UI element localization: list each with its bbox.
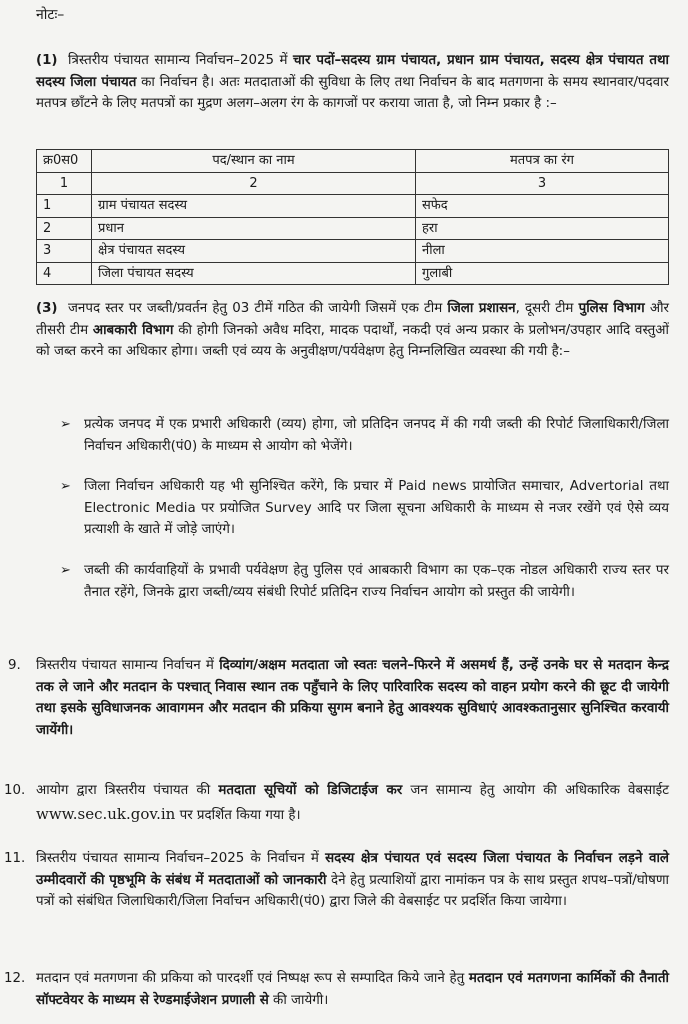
section-1-number: (1) [36, 53, 58, 68]
section-1-text-b: का निर्वाचन है। अतः मतदाताओं की सुविधा के लिए तथा निर्वाचन के बाद मतगणना के समय स्थानवार/पदवार मतपत्र छाँटने के लिए मतपत्रों का मुद्रण अलग–अलग रंग के कागजों पर कराया जाता है, जो निम्न प्रकार है :– [36, 74, 670, 112]
table-row [37, 262, 669, 285]
item-12-paragraph [36, 968, 669, 1011]
table-cell-serial: 4 [37, 262, 92, 285]
table-cell-serial: 2 [37, 217, 92, 240]
table-cell-post: ग्राम पंचायत सदस्य [92, 195, 416, 218]
item-12-bold: मतदान एवं मतगणना कार्मिकों की तैनाती सॉफ्टवेयर के माध्यम से रेण्डमाईजेशन प्रणाली से [36, 971, 669, 1008]
table-row [37, 240, 669, 263]
bullet-item-3: जब्ती की कार्यवाहियों के प्रभावी पर्यवेक्षण हेतु पुलिस एवं आबकारी विभाग का एक–एक नोडल अधिकारी राज्य स्तर पर तैनात रहेंगे, जिनके द्वारा जब्ती/व्यय संबंधी रिपोर्ट प्रतिदिन राज्य निर्वाचन आयोग को प्रस्तुत की जायेगी। [84, 563, 669, 600]
section-3-text-3: और तीसरी टीम [36, 301, 670, 338]
item-11-text-1: त्रिस्तरीय पंचायत सामान्य निर्वाचन–2025 के निर्वाचन में [36, 851, 326, 866]
table-colnum-3: 3 [416, 172, 669, 195]
table-cell-color: हरा [416, 217, 669, 240]
section-3-number: (3) [36, 301, 58, 316]
item-12-text-1: मतदान एवं मतगणना की प्रकिया को पारदर्शी एवं निष्पक्ष रूप से सम्पादित किये जाने हेतु [36, 971, 469, 986]
item-9-number: 9. [8, 658, 21, 673]
arrow-bullet-icon: ➢ [60, 417, 71, 432]
arrow-bullet-icon: ➢ [60, 479, 71, 494]
table-cell-color: सफेद [416, 195, 669, 218]
item-11-paragraph [36, 848, 669, 913]
table-colnum-row [37, 172, 669, 195]
table-cell-post: प्रधान [92, 217, 416, 240]
section-1-paragraph [36, 50, 669, 115]
item-11-text-2: देने हेतु प्रत्याशियों द्वारा नामांकन पत्र के साथ प्रस्तुत शपथ–पत्रों/घोषणा पत्रों को संबंधित जिलाधिकारी/जिला निर्वाचन अधिकारी(पं0) द्वारा जिले की वेबसाईट पर प्रदर्शित किया जायेगा। [36, 872, 669, 910]
item-11-number: 11. [4, 851, 26, 866]
ballot-color-table [36, 149, 669, 285]
item-10-text-2: जन सामान्य हेतु आयोग की अधिकारिक वेबसाईट [402, 783, 669, 798]
item-10-bold: मतदाता सूचियों को डिजिटाईज कर [218, 783, 403, 798]
table-header-row [37, 150, 669, 173]
item-9-text: त्रिस्तरीय पंचायत सामान्य निर्वाचन में [36, 658, 220, 673]
item-10-text-3: पर प्रदर्शित किया गया है। [175, 807, 301, 823]
website-url: www.sec.uk.gov.in [36, 804, 176, 823]
section-1-bold: चार पदों–सदस्य ग्राम पंचायत, प्रधान ग्राम पंचायत, सदस्य क्षेत्र पंचायत तथा सदस्य जिला पंचायत [36, 53, 669, 90]
table-row [37, 217, 669, 240]
section-3-paragraph [36, 298, 669, 363]
table-cell-color: नीला [416, 240, 669, 263]
table-header-post: पद/स्थान का नाम [92, 150, 416, 173]
bullet-item-2: जिला निर्वाचन अधिकारी यह भी सुनिश्चित करेंगे, कि प्रचार में Paid news प्रायोजित समाचार, Advertorial तथा Electronic Media पर प्रयोजित Survey आदि पर जिला सूचना अधिकारी के माध्यम से नजर रखेंगे एवं ऐसे व्यय प्रत्याशी के खाते में जोड़े जाएंगे। [84, 479, 669, 538]
table-cell-serial: 1 [37, 195, 92, 218]
bullet-item-1: प्रत्येक जनपद में एक प्रभारी अधिकारी (व्यय) होगा, जो प्रतिदिन जनपद में की गयी जब्ती की रिपोर्ट जिलाधिकारी/जिला निर्वाचन अधिकारी(पं0) के माध्यम से आयोग को भेजेंगे। [84, 417, 669, 454]
item-11-bold: सदस्य क्षेत्र पंचायत एवं सदस्य जिला पंचायत के निर्वाचन लड़ने वाले उम्मीदवारों की पृष्ठभूमि के संबंध में मतदाताओं को जानकारी [36, 851, 669, 888]
table-header-serial: क्र0स0 [37, 150, 92, 173]
section-1-text-a: त्रिस्तरीय पंचायत सामान्य निर्वाचन–2025 में [68, 53, 294, 68]
section-3-text-1: जनपद स्तर पर जब्ती/प्रवर्तन हेतु 03 टीमें गठित की जायेगी जिसमें एक टीम [68, 301, 448, 316]
table-row [37, 195, 669, 218]
table-cell-serial: 3 [37, 240, 92, 263]
item-10-text-1: आयोग द्वारा त्रिस्तरीय पंचायत की [36, 783, 219, 798]
note-heading: नोटः– [36, 7, 65, 23]
item-10-number: 10. [4, 783, 26, 798]
table-colnum-1: 1 [37, 172, 92, 195]
section-3-text-4: की होगी जिनको अवैध मदिरा, मादक पदार्थों, नकदी एवं अन्य प्रकार के प्रलोभन/उपहार आदि वस्तुओं को जब्त करने का अधिकार होगा। जब्ती एवं व्यय के अनुवीक्षण/पर्यवेक्षण हेतु निम्नलिखित व्यवस्था की गयी है:– [36, 322, 669, 360]
table-cell-post: जिला पंचायत सदस्य [92, 262, 416, 285]
item-12-number: 12. [4, 971, 26, 986]
item-9-bold: दिव्यांग/अक्षम मतदाता जो स्वतः चलने–फिरने में असमर्थ हैं, उन्हें उनके घर से मतदान केन्द्र तक ले जाने और मतदान के पश्चात् निवास स्थान तक पहुँचाने के लिए पारिवारिक सदस्य को वाहन प्रयोग करने की छूट दी जायेगी तथा इसके सुविधाजनक आवागमन और मतदान की प्रकिया सुगम बनाने हेतु आवश्यक सुविधाएं आवश्कतानुसार सुनिश्चित करवायी जायेंगी। [36, 658, 669, 739]
table-header-color: मतपत्र का रंग [416, 150, 669, 173]
section-3-text-2: , दूसरी टीम [515, 301, 579, 316]
arrow-bullet-icon: ➢ [60, 563, 71, 578]
table-colnum-2: 2 [92, 172, 416, 195]
section-3-bold-excise: आबकारी विभाग [92, 322, 174, 338]
item-12-text-2: की जायेगी। [268, 992, 329, 1008]
table-cell-color: गुलाबी [416, 262, 669, 285]
item-10-paragraph [36, 780, 669, 826]
section-3-bold-district-admin: जिला प्रशासन [447, 301, 516, 316]
item-9-paragraph [36, 655, 669, 742]
section-3-bold-police: पुलिस विभाग [578, 301, 645, 316]
table-cell-post: क्षेत्र पंचायत सदस्य [92, 240, 416, 263]
